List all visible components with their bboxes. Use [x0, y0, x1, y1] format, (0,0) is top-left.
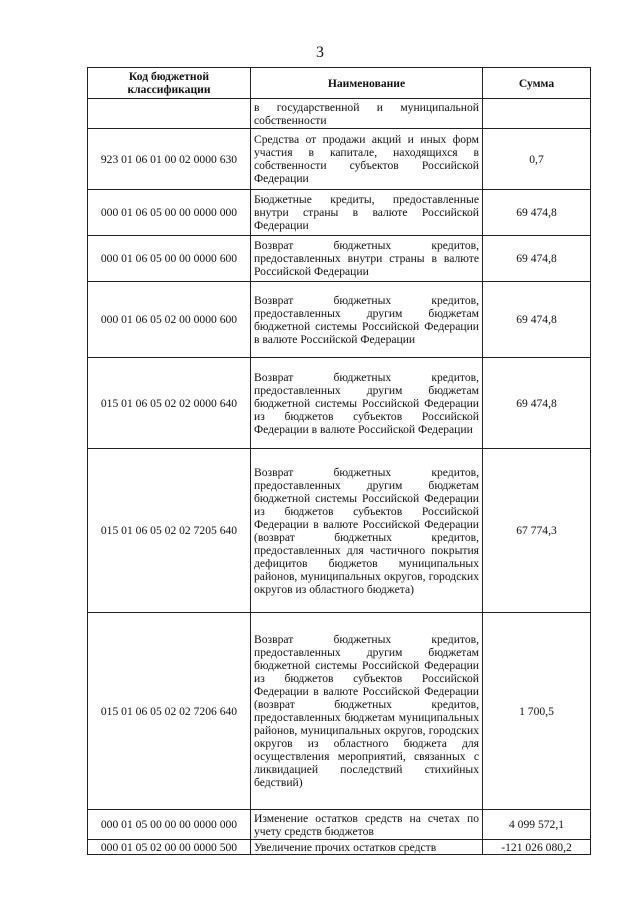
- row-sum: 69 474,8: [483, 358, 591, 449]
- row-code: 000 01 05 00 00 00 0000 000: [88, 810, 251, 840]
- table-row: [88, 282, 591, 358]
- budget-table: [87, 67, 591, 855]
- row-name: Увеличение прочих остатков средств: [251, 840, 483, 855]
- row-code: 923 01 06 01 00 02 0000 630: [88, 129, 251, 190]
- row-name: Возврат бюджетных кредитов, предоставленных внутри страны в валюте Российской Федерации: [251, 236, 483, 282]
- row-name: Изменение остатков средств на счетах по учету средств бюджетов: [251, 810, 483, 840]
- row-code: 000 01 06 05 00 00 0000 000: [88, 190, 251, 236]
- row-sum: 67 774,3: [483, 449, 591, 613]
- row-code: 015 01 06 05 02 02 7206 640: [88, 613, 251, 810]
- table-row: [88, 99, 591, 129]
- table-row: [88, 236, 591, 282]
- row-sum: 1 700,5: [483, 613, 591, 810]
- header-sum: Сумма: [483, 68, 591, 99]
- table-row: [88, 613, 591, 810]
- table-row: [88, 449, 591, 613]
- row-name: в государственной и муниципальной собственности: [251, 99, 483, 129]
- header-code: Код бюджетной классификации: [88, 68, 251, 99]
- row-code: 015 01 06 05 02 02 0000 640: [88, 358, 251, 449]
- row-code: [88, 99, 251, 129]
- row-name: Возврат бюджетных кредитов, предоставленных другим бюджетам бюджетной системы Российской Федерации из бюджетов субъектов Российской Федерации в валюте Российской Федерации: [251, 358, 483, 449]
- table-row: [88, 840, 591, 855]
- row-code: 000 01 06 05 02 00 0000 600: [88, 282, 251, 358]
- row-sum: 69 474,8: [483, 282, 591, 358]
- row-sum: 0,7: [483, 129, 591, 190]
- row-sum: 69 474,8: [483, 190, 591, 236]
- row-name: Возврат бюджетных кредитов, предоставленных другим бюджетам бюджетной системы Российской Федерации из бюджетов субъектов Российской Федерации в валюте Российской Федерации (возврат бюджетных кредитов, предоставленных бюджетам муниципальных районов, муниципальных округов, городских округов из областного бюджета для осуществления мероприятий, связанных с ликвидацией последствий стихийных бедствий): [251, 613, 483, 810]
- row-sum: 4 099 572,1: [483, 810, 591, 840]
- row-name: Возврат бюджетных кредитов, предоставленных другим бюджетам бюджетной системы Российской Федерации из бюджетов субъектов Российской Федерации в валюте Российской Федерации (возврат бюджетных кредитов, предоставленных для частичного покрытия дефицитов бюджетов муниципальных районов, муниципальных округов, городских округов из областного бюджета): [251, 449, 483, 613]
- page-number: 3: [316, 44, 324, 61]
- row-sum: 69 474,8: [483, 236, 591, 282]
- row-name: Средства от продажи акций и иных форм участия в капитале, находящихся в собственности субъектов Российской Федерации: [251, 129, 483, 190]
- row-sum: -121 026 080,2: [483, 840, 591, 855]
- row-code: 015 01 06 05 02 02 7205 640: [88, 449, 251, 613]
- row-code: 000 01 05 02 00 00 0000 500: [88, 840, 251, 855]
- table-header-row: [88, 68, 591, 99]
- row-name: Возврат бюджетных кредитов, предоставленных другим бюджетам бюджетной системы Российской Федерации в валюте Российской Федерации: [251, 282, 483, 358]
- row-code: 000 01 06 05 00 00 0000 600: [88, 236, 251, 282]
- row-name: Бюджетные кредиты, предоставленные внутри страны в валюте Российской Федерации: [251, 190, 483, 236]
- table-row: [88, 358, 591, 449]
- row-sum: [483, 99, 591, 129]
- table-row: [88, 810, 591, 840]
- table-row: [88, 129, 591, 190]
- header-name: Наименование: [251, 68, 483, 99]
- table-row: [88, 190, 591, 236]
